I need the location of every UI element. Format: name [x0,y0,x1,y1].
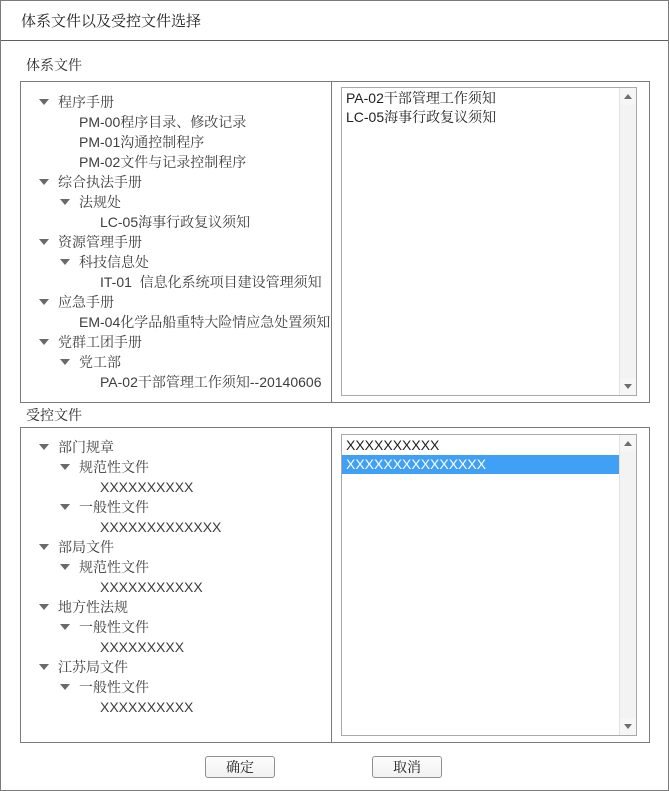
collapse-arrow-icon[interactable] [59,564,79,570]
collapse-arrow-icon[interactable] [59,259,79,265]
tree-node[interactable] [21,537,331,557]
controlled-files-label: 受控文件 [26,407,82,423]
tree-node-label: 部局文件 [58,539,114,555]
tree-node[interactable] [21,212,331,232]
tree-node[interactable] [21,352,331,372]
tree-node-label: 党群工团手册 [58,334,142,350]
tree-node-label: 江苏局文件 [58,659,128,675]
tree-node[interactable] [21,677,331,697]
tree-node[interactable] [21,152,331,172]
tree-node-label: 规范性文件 [79,559,149,575]
tree-node[interactable] [21,312,331,332]
dialog-title: 体系文件以及受控文件选择 [21,13,202,30]
collapse-arrow-icon[interactable] [38,544,58,550]
tree-node-label: 应急手册 [58,294,114,310]
tree-node-label: 一般性文件 [79,679,149,695]
collapse-arrow-icon[interactable] [59,504,79,510]
tree-node[interactable] [21,232,331,252]
tree-node[interactable] [21,497,331,517]
scroll-down-button[interactable] [620,378,636,395]
list-item[interactable]: LC-05海事行政复议须知 [346,109,497,125]
down-arrow-icon [624,724,632,729]
tree-node-label: XXXXXXXXX [100,639,185,655]
collapse-arrow-icon[interactable] [38,664,58,670]
controlled-files-listbox [341,434,637,736]
tree-node-label: 一般性文件 [79,499,149,515]
tree-node[interactable] [21,252,331,272]
tree-node[interactable] [21,577,331,597]
scroll-down-button[interactable] [620,718,636,735]
collapse-arrow-icon[interactable] [38,99,58,105]
tree-node-label: LC-05海事行政复议须知 [100,214,251,230]
tree-node-label: 程序手册 [58,94,114,110]
tree-node-label: XXXXXXXXXX [100,699,194,715]
collapse-arrow-icon[interactable] [38,239,58,245]
controlled-files-list [342,436,619,735]
panel-divider [331,428,332,742]
tree-node[interactable] [21,597,331,617]
system-files-panel [20,81,650,403]
tree-node[interactable] [21,517,331,537]
list-item-selected[interactable]: XXXXXXXXXXXXXXX [342,455,619,474]
collapse-arrow-icon[interactable] [38,604,58,610]
panel-divider [331,82,332,402]
dialog-content [1,55,668,778]
up-arrow-icon [624,94,632,99]
tree-node-label: PM-01沟通控制程序 [79,134,205,150]
tree-node[interactable] [21,617,331,637]
scroll-up-button[interactable] [620,88,636,105]
cancel-button[interactable]: 取消 [372,756,442,778]
tree-node[interactable] [21,697,331,717]
collapse-arrow-icon[interactable] [38,299,58,305]
tree-node[interactable] [21,132,331,152]
dialog-button-row [20,756,649,778]
tree-node[interactable] [21,172,331,192]
tree-node-label: 综合执法手册 [58,174,142,190]
system-list-scrollbar[interactable] [619,88,636,395]
tree-node[interactable] [21,372,331,392]
tree-node[interactable] [21,437,331,457]
controlled-list-scrollbar[interactable] [619,435,636,735]
tree-node-label: XXXXXXXXXX [100,479,194,495]
controlled-files-tree [21,437,331,740]
down-arrow-icon [624,384,632,389]
list-item[interactable]: PA-02干部管理工作须知 [346,90,496,106]
collapse-arrow-icon[interactable] [59,464,79,470]
tree-node-label: 部门规章 [58,439,114,455]
tree-node[interactable] [21,657,331,677]
dialog-titlebar [1,1,668,41]
collapse-arrow-icon[interactable] [59,199,79,205]
tree-node-label: 规范性文件 [79,459,149,475]
controlled-files-panel [20,427,650,743]
system-files-listbox [341,87,637,396]
tree-node[interactable] [21,272,331,292]
tree-node[interactable] [21,292,331,312]
up-arrow-icon [624,441,632,446]
tree-node[interactable] [21,92,331,112]
tree-node-label: XXXXXXXXXXX [100,579,203,595]
tree-node[interactable] [21,112,331,132]
tree-node-label: XXXXXXXXXXXXX [100,519,222,535]
tree-node[interactable] [21,457,331,477]
system-files-label: 体系文件 [26,57,82,73]
tree-node[interactable] [21,192,331,212]
collapse-arrow-icon[interactable] [59,624,79,630]
tree-node-label: PA-02干部管理工作须知--20140606 [100,374,322,390]
tree-node-label: PM-00程序目录、修改记录 [79,114,247,130]
collapse-arrow-icon[interactable] [38,339,58,345]
tree-node[interactable] [21,637,331,657]
tree-node-label: 地方性法规 [58,599,128,615]
scroll-up-button[interactable] [620,435,636,452]
collapse-arrow-icon[interactable] [59,684,79,690]
tree-node-label: 科技信息处 [79,254,149,270]
tree-node-label: IT-01 信息化系统项目建设管理须知 [100,274,322,290]
tree-node-label: EM-04化学品船重特大险情应急处置须知 [79,314,331,330]
collapse-arrow-icon[interactable] [38,179,58,185]
tree-node[interactable] [21,557,331,577]
list-item[interactable]: XXXXXXXXXX [346,437,440,453]
tree-node-label: 党工部 [79,354,121,370]
system-files-tree [21,92,331,400]
tree-node-label: 一般性文件 [79,619,149,635]
collapse-arrow-icon[interactable] [59,359,79,365]
tree-node-label: 资源管理手册 [58,234,142,250]
system-files-list [342,89,619,395]
tree-node-label: PM-02文件与记录控制程序 [79,154,247,170]
tree-node-label: 法规处 [79,194,121,210]
tree-node[interactable] [21,477,331,497]
collapse-arrow-icon[interactable] [38,444,58,450]
tree-node[interactable] [21,332,331,352]
ok-button[interactable]: 确定 [205,756,275,778]
